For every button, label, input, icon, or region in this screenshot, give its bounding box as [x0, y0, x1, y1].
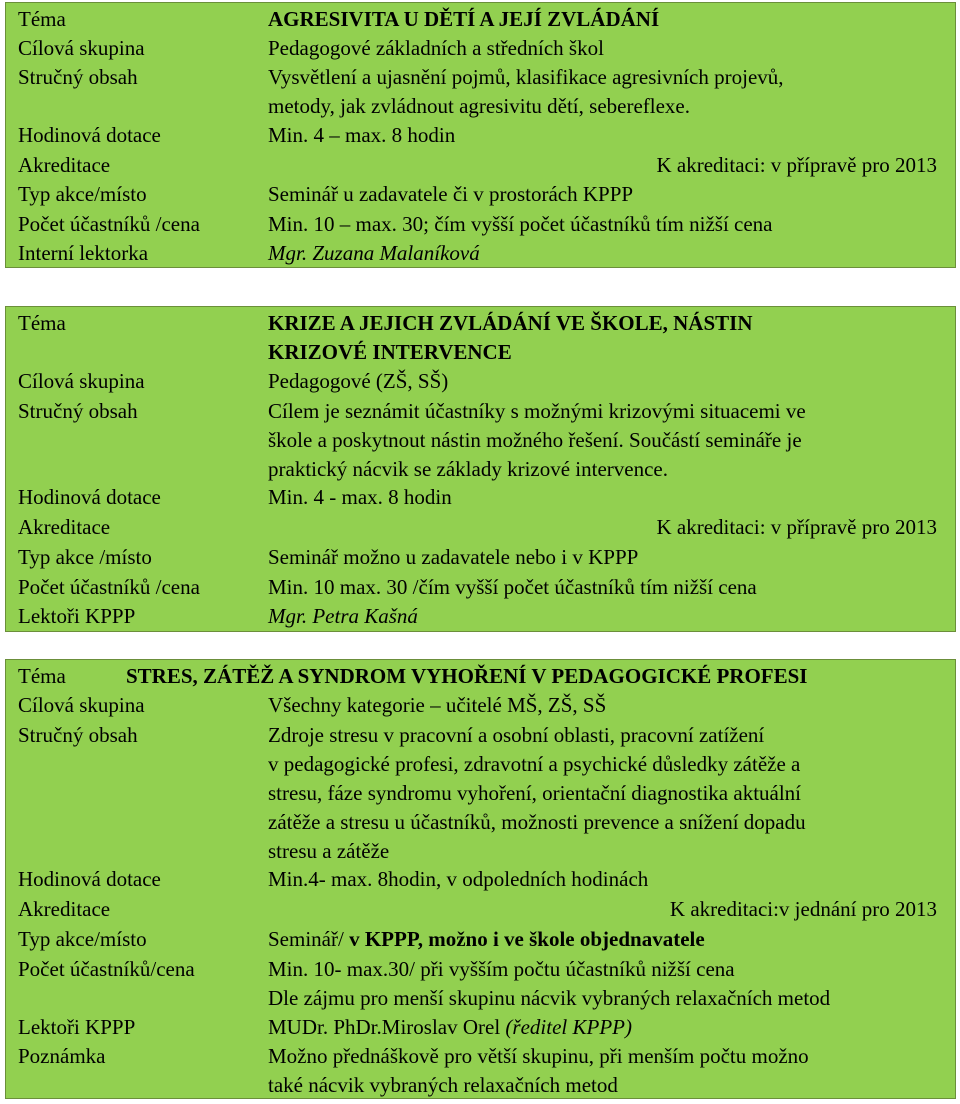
- row-event-type: [6, 925, 955, 954]
- label-event-type: Typ akce /místo: [18, 545, 152, 569]
- value-event-type: Seminář u zadavatele či v prostorách KPPP: [268, 182, 634, 206]
- label-hours: Hodinová dotace: [18, 867, 161, 891]
- value-target-group: Pedagogové základních a středních škol: [268, 36, 604, 60]
- label-accreditation: Akreditace: [18, 153, 111, 177]
- value-event-type: Seminář možno u zadavatele nebo i v KPPP: [268, 545, 639, 569]
- row-hours: [6, 865, 955, 894]
- label-topic: Téma: [18, 664, 66, 688]
- label-lecturer: Lektoři KPPP: [18, 604, 136, 628]
- label-hours: Hodinová dotace: [18, 485, 161, 509]
- summary-line: praktický nácvik se základy krizové intervence.: [268, 457, 668, 481]
- note-line: také nácvik vybraných relaxačních metod: [268, 1073, 618, 1097]
- row-topic: [6, 309, 955, 367]
- value-participants: [268, 955, 945, 1013]
- label-target-group: Cílová skupina: [18, 369, 145, 393]
- value-accreditation: K akreditaci:v jednání pro 2013: [669, 897, 937, 921]
- row-participants: [6, 955, 955, 1013]
- value-topic: AGRESIVITA U DĚTÍ A JEJÍ ZVLÁDÁNÍ: [268, 7, 660, 31]
- label-summary: Stručný obsah: [18, 723, 138, 747]
- row-participants: [6, 573, 955, 602]
- label-topic: Téma: [18, 311, 66, 335]
- label-lecturer: Lektoři KPPP: [18, 1015, 136, 1039]
- label-summary: Stručný obsah: [18, 65, 138, 89]
- row-lecturer: [6, 239, 955, 268]
- label-topic: Téma: [18, 7, 66, 31]
- summary-line: zátěže a stresu u účastníků, možnosti prevence a snížení dopadu: [268, 810, 806, 834]
- row-target-group: [6, 34, 955, 63]
- value-topic: [268, 309, 945, 367]
- label-event-type: Typ akce/místo: [18, 927, 147, 951]
- label-participants: Počet účastníků/cena: [18, 957, 195, 981]
- value-lecturer: [268, 1013, 945, 1042]
- topic-line: KRIZOVÉ INTERVENCE: [268, 340, 512, 364]
- summary-line: metody, jak zvládnout agresivitu dětí, sebereflexe.: [268, 94, 690, 118]
- participants-line: Dle zájmu pro menší skupinu nácvik vybraných relaxačních metod: [268, 986, 831, 1010]
- value-target-group: Pedagogové (ZŠ, SŠ): [268, 369, 449, 393]
- value-lecturer-role: (ředitel KPPP): [505, 1015, 632, 1039]
- label-note: Poznámka: [18, 1044, 106, 1068]
- row-lecturer: [6, 602, 955, 631]
- summary-line: Zdroje stresu v pracovní a osobní oblasti, pracovní zatížení: [268, 723, 765, 747]
- row-topic: [6, 662, 955, 691]
- value-lecturer: Mgr. Petra Kašná: [268, 604, 418, 628]
- course-card-stress: [5, 659, 956, 1099]
- label-lecturer: Interní lektorka: [18, 241, 149, 265]
- row-topic: [6, 5, 955, 34]
- value-accreditation: K akreditaci: v přípravě pro 2013: [656, 153, 937, 177]
- topic-line: KRIZE A JEJICH ZVLÁDÁNÍ VE ŠKOLE, NÁSTIN: [268, 311, 753, 335]
- participants-line: Min. 10- max.30/ při vyšším počtu účastníků nižší cena: [268, 957, 735, 981]
- value-accreditation: K akreditaci: v přípravě pro 2013: [656, 515, 937, 539]
- label-event-type: Typ akce/místo: [18, 182, 147, 206]
- value-note: [268, 1042, 945, 1100]
- value-event-type-plain: Seminář/: [268, 927, 350, 951]
- row-summary: [6, 721, 955, 866]
- value-hours: Min. 4 - max. 8 hodin: [268, 485, 452, 509]
- label-hours: Hodinová dotace: [18, 123, 161, 147]
- course-card-crisis: [5, 306, 956, 632]
- note-line: Možno přednáškově pro větší skupinu, při menším počtu možno: [268, 1044, 809, 1068]
- row-summary: [6, 63, 955, 121]
- summary-line: škole a poskytnout nástin možného řešení. Součástí semináře je: [268, 428, 802, 452]
- value-participants: Min. 10 – max. 30; čím vyšší počet účastníků tím nižší cena: [268, 212, 773, 236]
- row-hours: [6, 121, 955, 150]
- row-lecturer: [6, 1013, 955, 1042]
- row-target-group: [6, 691, 955, 720]
- value-event-type-bold: v KPPP, možno i ve škole objednavatele: [349, 927, 705, 951]
- row-target-group: [6, 367, 955, 396]
- label-accreditation: Akreditace: [18, 897, 111, 921]
- value-target-group: Všechny kategorie – učitelé MŠ, ZŠ, SŠ: [268, 693, 607, 717]
- summary-line: Cílem je seznámit účastníky s možnými krizovými situacemi ve: [268, 399, 806, 423]
- row-event-type: [6, 543, 955, 572]
- value-summary: [268, 721, 945, 866]
- summary-line: stresu a zátěže: [268, 839, 390, 863]
- summary-line: stresu, fáze syndromu vyhoření, orientační diagnostika aktuální: [268, 781, 802, 805]
- row-accreditation: [6, 895, 955, 924]
- value-hours: Min.4- max. 8hodin, v odpoledních hodinách: [268, 867, 649, 891]
- row-hours: [6, 483, 955, 512]
- label-participants: Počet účastníků /cena: [18, 575, 200, 599]
- label-participants: Počet účastníků /cena: [18, 212, 200, 236]
- summary-line: v pedagogické profesi, zdravotní a psychické důsledky zátěže a: [268, 752, 801, 776]
- course-card-aggression: [5, 2, 956, 268]
- row-participants: [6, 210, 955, 239]
- value-topic: STRES, ZÁTĚŽ A SYNDROM VYHOŘENÍ V PEDAGOGICKÉ PROFESI: [126, 664, 808, 688]
- label-accreditation: Akreditace: [18, 515, 111, 539]
- value-event-type: [268, 925, 945, 954]
- label-target-group: Cílová skupina: [18, 36, 145, 60]
- value-lecturer: Mgr. Zuzana Malaníková: [268, 241, 480, 265]
- row-accreditation: [6, 151, 955, 180]
- value-participants: Min. 10 max. 30 /čím vyšší počet účastníků tím nižší cena: [268, 575, 757, 599]
- value-summary: [268, 397, 945, 484]
- row-event-type: [6, 180, 955, 209]
- value-summary: [268, 63, 945, 121]
- label-target-group: Cílová skupina: [18, 693, 145, 717]
- value-lecturer-name: MUDr. PhDr.Miroslav Orel: [268, 1015, 506, 1039]
- value-hours: Min. 4 – max. 8 hodin: [268, 123, 456, 147]
- row-summary: [6, 397, 955, 485]
- row-note: [6, 1042, 955, 1100]
- row-accreditation: [6, 513, 955, 542]
- summary-line: Vysvětlení a ujasnění pojmů, klasifikace agresivních projevů,: [268, 65, 784, 89]
- label-summary: Stručný obsah: [18, 399, 138, 423]
